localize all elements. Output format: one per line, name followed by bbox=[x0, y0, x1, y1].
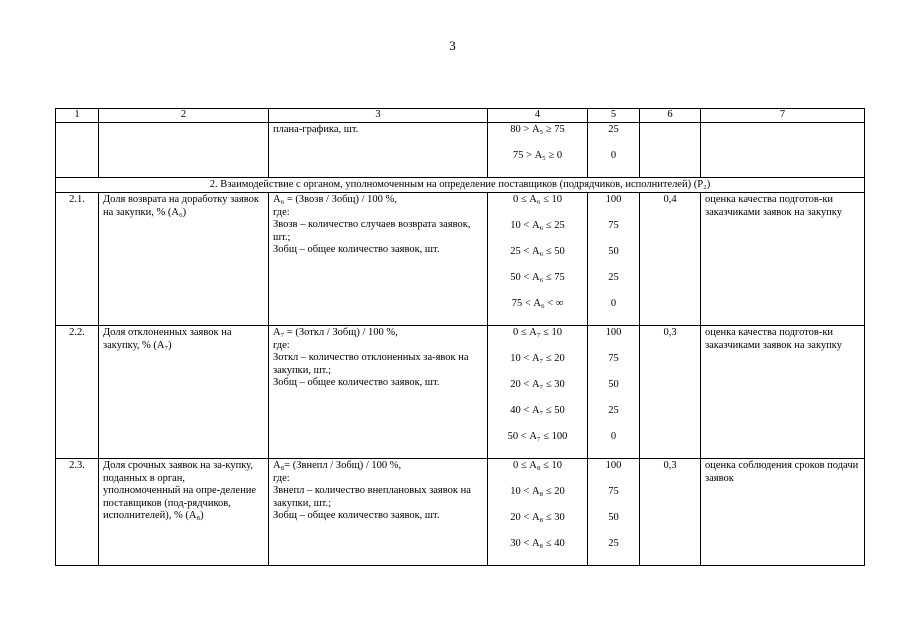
range-value: 75 > А₅ ≥ 0 bbox=[512, 149, 563, 161]
score-value: 75 bbox=[608, 353, 619, 364]
range-value: 20 < А₇ ≤ 30 bbox=[510, 379, 565, 390]
header-col: 3 bbox=[269, 109, 488, 123]
range-value: 20 < А₈ ≤ 30 bbox=[510, 512, 565, 523]
range-value: 50 < А₇ ≤ 100 bbox=[507, 431, 568, 442]
row-number: 2.1. bbox=[56, 193, 99, 326]
header-col: 6 bbox=[640, 109, 701, 123]
criteria-table bbox=[55, 108, 865, 566]
range-value: 10 < А₇ ≤ 20 bbox=[510, 353, 565, 364]
table-row bbox=[56, 326, 865, 459]
table-row bbox=[56, 193, 865, 326]
definition: Звнепл – количество внеплановых заявок на закупки, шт.; bbox=[273, 485, 471, 509]
weight: 0,3 bbox=[640, 459, 701, 566]
score-cell bbox=[588, 326, 640, 459]
indicator-name: Доля отклоненных заявок на закупку, % (А₇) bbox=[99, 326, 269, 459]
score-value: 25 bbox=[608, 123, 619, 135]
formula: А₆ = (Звозв / Зобщ) / 100 %, bbox=[273, 194, 397, 205]
row-number: 2.3. bbox=[56, 459, 99, 566]
score-value: 50 bbox=[608, 379, 619, 390]
score-cell bbox=[588, 459, 640, 566]
definition: Зобщ – общее количество заявок, шт. bbox=[273, 244, 440, 255]
range-value: 25 < А₆ ≤ 50 bbox=[510, 246, 565, 257]
purpose: оценка качества подготов-ки заказчиками заявок на закупку bbox=[701, 193, 865, 326]
score-value: 75 bbox=[608, 220, 619, 231]
range-value: 30 < А₈ ≤ 40 bbox=[510, 538, 565, 549]
formula: А₇ = (Зоткл / Зобщ) / 100 %, bbox=[273, 327, 398, 338]
row-number: 2.2. bbox=[56, 326, 99, 459]
cont-formula: плана-графика, шт. bbox=[269, 122, 488, 177]
indicator-name: Доля возврата на доработку заявок на закупки, % (А₆) bbox=[99, 193, 269, 326]
range-cell bbox=[488, 122, 588, 177]
score-value: 100 bbox=[605, 194, 622, 205]
score-value: 50 bbox=[608, 512, 619, 523]
score-value: 0 bbox=[610, 431, 617, 442]
where-label: где: bbox=[273, 339, 290, 351]
range-value: 10 < А₈ ≤ 20 bbox=[510, 486, 565, 497]
section-row bbox=[56, 177, 865, 193]
range-value: 0 ≤ А₆ ≤ 10 bbox=[512, 194, 563, 205]
section-title: 2. Взаимодействие с органом, уполномоченным на определение поставщиков (подрядчиков, исполнителей) (Р₂) bbox=[56, 177, 865, 193]
score-value: 100 bbox=[605, 327, 622, 338]
definition: Зобщ – общее количество заявок, шт. bbox=[273, 377, 440, 388]
formula-cell bbox=[269, 326, 488, 459]
header-col: 2 bbox=[99, 109, 269, 123]
score-value: 0 bbox=[610, 298, 617, 309]
definition: Зоткл – количество отклоненных за-явок на закупки, шт.; bbox=[273, 352, 469, 376]
page-number: 3 bbox=[449, 38, 456, 53]
table-header-row bbox=[56, 109, 865, 123]
score-value: 25 bbox=[608, 272, 619, 283]
range-value: 0 ≤ А₈ ≤ 10 bbox=[512, 460, 563, 471]
indicator-name: Доля срочных заявок на за-купку, поданных в орган, уполномоченный на опре-деление поставщиков (под-рядчиков, исполнителей), % (А₈) bbox=[99, 459, 269, 566]
score-value: 25 bbox=[608, 405, 619, 416]
header-col: 5 bbox=[588, 109, 640, 123]
score-value: 0 bbox=[610, 149, 617, 161]
range-value: 40 < А₇ ≤ 50 bbox=[510, 405, 565, 416]
header-col: 1 bbox=[56, 109, 99, 123]
score-value: 50 bbox=[608, 246, 619, 257]
formula-cell bbox=[269, 193, 488, 326]
range-value: 80 > А₅ ≥ 75 bbox=[510, 123, 565, 135]
range-value: 75 < А₆ < ∞ bbox=[511, 298, 564, 309]
score-value: 25 bbox=[608, 538, 619, 549]
purpose: оценка качества подготов-ки заказчиками заявок на закупку bbox=[701, 326, 865, 459]
score-value: 75 bbox=[608, 486, 619, 497]
definition: Зобщ – общее количество заявок, шт. bbox=[273, 510, 440, 521]
range-value: 10 < А₆ ≤ 25 bbox=[510, 220, 565, 231]
range-cell bbox=[488, 326, 588, 459]
range-value: 50 < А₆ ≤ 75 bbox=[510, 272, 565, 283]
header-col: 7 bbox=[701, 109, 865, 123]
weight: 0,3 bbox=[640, 326, 701, 459]
where-label: где: bbox=[273, 206, 290, 218]
score-value: 100 bbox=[605, 460, 622, 471]
range-value: 0 ≤ А₇ ≤ 10 bbox=[512, 327, 563, 338]
where-label: где: bbox=[273, 472, 290, 484]
definition: Звозв – количество случаев возврата заявок, шт.; bbox=[273, 219, 471, 243]
formula-cell bbox=[269, 459, 488, 566]
score-cell bbox=[588, 122, 640, 177]
table-row bbox=[56, 122, 865, 177]
weight: 0,4 bbox=[640, 193, 701, 326]
purpose: оценка соблюдения сроков подачи заявок bbox=[701, 459, 865, 566]
range-cell bbox=[488, 193, 588, 326]
formula: А₈= (Звнепл / Зобщ) / 100 %, bbox=[273, 460, 402, 471]
table-row bbox=[56, 459, 865, 566]
range-cell bbox=[488, 459, 588, 566]
header-col: 4 bbox=[488, 109, 588, 123]
score-cell bbox=[588, 193, 640, 326]
